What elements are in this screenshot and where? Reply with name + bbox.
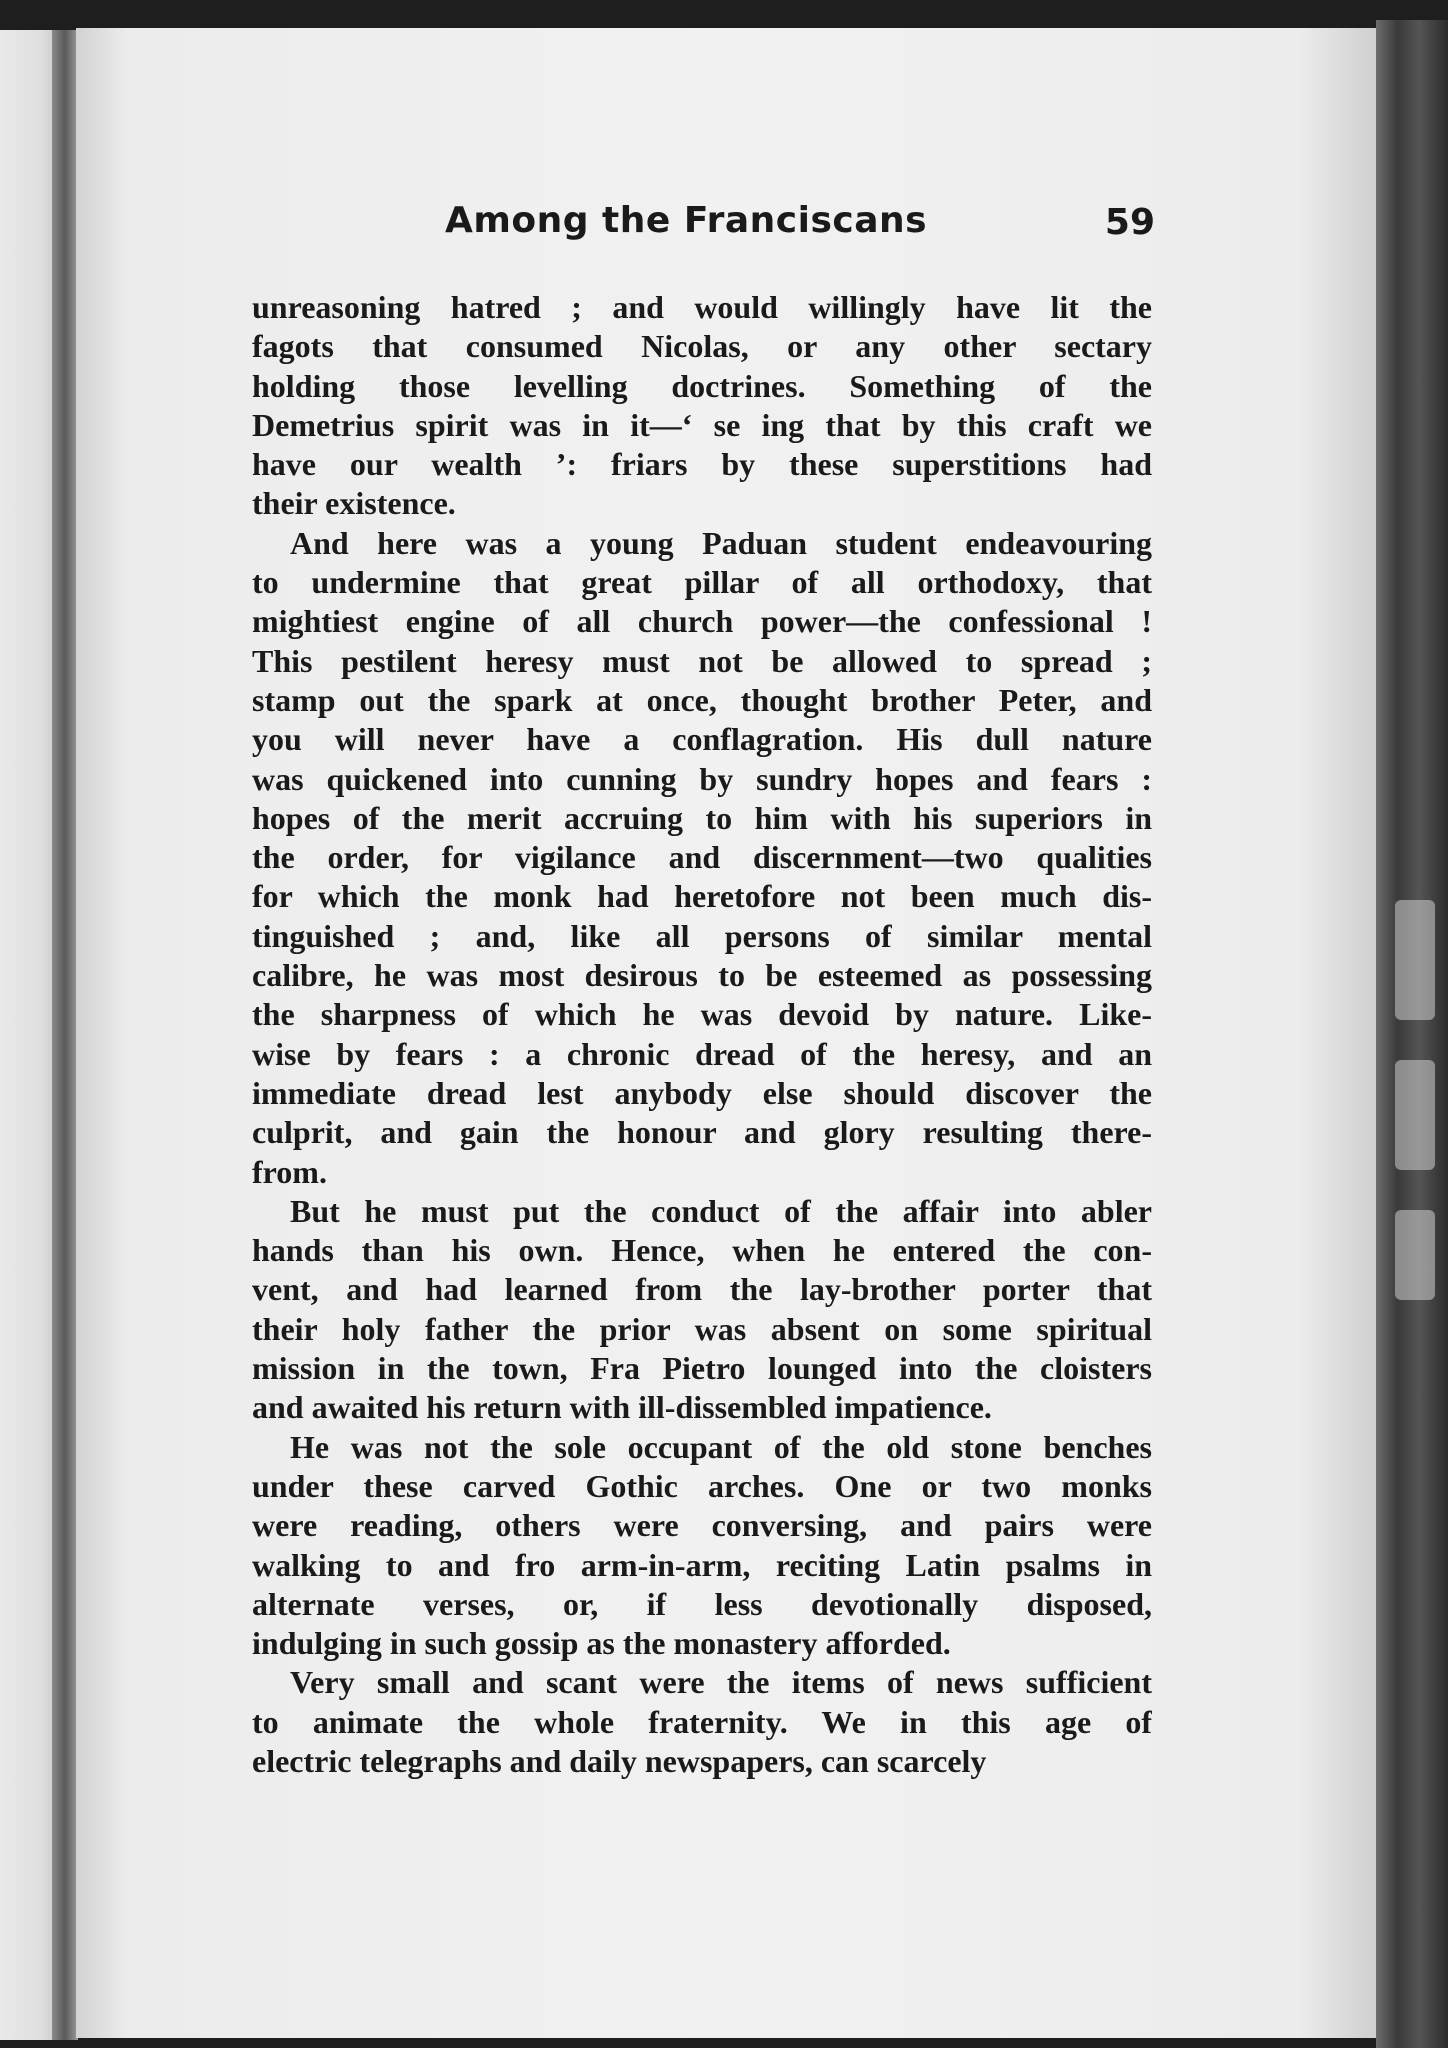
text-line: walking to and fro arm-in-arm, reciting Latin psalms in — [252, 1546, 1152, 1583]
text-line: and awaited his return with ill-dissembled impatience. — [252, 1389, 992, 1426]
book-gutter — [52, 30, 78, 2040]
text-line: He was not the sole occupant of the old stone benches — [290, 1428, 1152, 1465]
body-text — [252, 288, 1152, 1781]
text-line: hands than his own. Hence, when he entered the con- — [252, 1232, 1152, 1269]
text-line: alternate verses, or, if less devotionally disposed, — [252, 1585, 1152, 1622]
text-line: their holy father the prior was absent on some spiritual — [252, 1310, 1152, 1347]
fore-edge-mark — [1395, 1210, 1435, 1300]
text-line: electric telegraphs and daily newspapers, can scarcely — [252, 1742, 987, 1779]
fore-edge-mark — [1395, 1060, 1435, 1170]
text-line: This pestilent heresy must not be allowed to spread ; — [252, 642, 1152, 679]
paragraph — [252, 524, 1152, 1192]
text-line: stamp out the spark at once, thought brother Peter, and — [252, 681, 1152, 718]
paragraph — [252, 288, 1152, 524]
text-line: was quickened into cunning by sundry hopes and fears : — [252, 760, 1152, 797]
text-line: indulging in such gossip as the monastery afforded. — [252, 1625, 951, 1662]
paragraph — [252, 1428, 1152, 1664]
running-head-title: Among the Franciscans — [445, 200, 928, 241]
text-line: under these carved Gothic arches. One or two monks — [252, 1467, 1152, 1504]
text-line: you will never have a conflagration. His dull nature — [252, 721, 1152, 758]
text-line: tinguished ; and, like all persons of similar mental — [252, 917, 1152, 954]
text-line: were reading, others were conversing, and pairs were — [252, 1507, 1152, 1544]
text-line: And here was a young Paduan student endeavouring — [290, 524, 1152, 561]
text-line: mightiest engine of all church power—the confessional ! — [252, 603, 1152, 640]
paragraph — [252, 1192, 1152, 1428]
text-line: Very small and scant were the items of news sufficient — [290, 1664, 1152, 1701]
book-fore-edge — [1376, 20, 1448, 2048]
text-line: fagots that consumed Nicolas, or any other sectary — [252, 328, 1152, 365]
text-line: their existence. — [252, 485, 456, 522]
page-number: 59 — [1104, 202, 1155, 243]
text-line: to animate the whole fraternity. We in this age of — [252, 1703, 1152, 1740]
text-line: culprit, and gain the honour and glory resulting there- — [252, 1114, 1152, 1151]
text-line: mission in the town, Fra Pietro lounged into the cloisters — [252, 1350, 1152, 1387]
text-line: the order, for vigilance and discernment—two qualities — [252, 839, 1152, 876]
text-line: to undermine that great pillar of all orthodoxy, that — [252, 564, 1152, 601]
text-line: for which the monk had heretofore not been much dis- — [252, 878, 1152, 915]
text-line: from. — [252, 1153, 327, 1190]
text-line: hopes of the merit accruing to him with his superiors in — [252, 799, 1152, 836]
text-line: vent, and had learned from the lay-brother porter that — [252, 1271, 1152, 1308]
text-line: unreasoning hatred ; and would willingly have lit the — [252, 289, 1152, 325]
text-line: the sharpness of which he was devoid by nature. Like- — [252, 996, 1152, 1033]
fore-edge-mark — [1395, 900, 1435, 1020]
text-line: have our wealth ’: friars by these superstitions had — [252, 446, 1152, 483]
text-line: wise by fears : a chronic dread of the heresy, and an — [252, 1035, 1152, 1072]
text-line: Demetrius spirit was in it—‘ se ing that by this craft we — [252, 406, 1152, 443]
text-line: But he must put the conduct of the affair into abler — [290, 1192, 1152, 1229]
text-line: calibre, he was most desirous to be esteemed as possessing — [252, 957, 1152, 994]
running-head — [250, 200, 1155, 260]
paragraph — [252, 1663, 1152, 1781]
text-line: holding those levelling doctrines. Something of the — [252, 367, 1152, 404]
text-line: immediate dread lest anybody else should discover the — [252, 1074, 1152, 1111]
